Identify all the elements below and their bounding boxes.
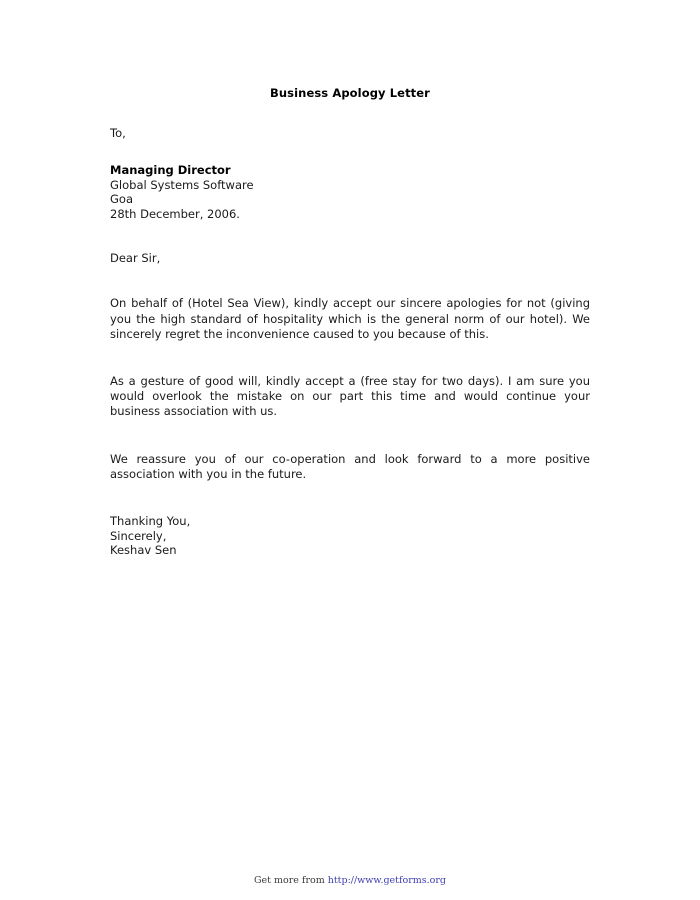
page-footer xyxy=(0,874,700,887)
to-label: To, xyxy=(110,126,126,140)
footer-label: Get more from xyxy=(253,875,328,886)
recipient-company: Global Systems Software xyxy=(110,177,254,192)
letter-date: 28th December, 2006. xyxy=(110,206,240,221)
page-title: Business Apology Letter xyxy=(270,86,430,100)
body-paragraph-1: On behalf of (Hotel Sea View), kindly accept our sincere apologies for not (giving you the high standard of hospitality which is the general norm of our hotel). We sincerely regret the inconvenience caused to you because of this. xyxy=(110,296,590,341)
recipient-address-block xyxy=(110,163,590,221)
letter-body xyxy=(110,86,590,558)
signature-name: Keshav Sen xyxy=(110,543,177,558)
footer-link[interactable]: http://www.getforms.org xyxy=(327,875,447,886)
recipient-name: Managing Director xyxy=(110,163,231,177)
closing-block xyxy=(110,514,590,558)
salutation: Dear Sir, xyxy=(110,251,161,266)
closing-sincerely: Sincerely, xyxy=(110,528,167,543)
body-paragraph-3: We reassure you of our co-operation and look forward to a more positive association with you in the future. xyxy=(110,451,590,481)
body-paragraph-2: As a gesture of good will, kindly accept a (free stay for two days). I am sure you would overlook the mistake on our part this time and would continue your business association with us. xyxy=(110,373,590,419)
recipient-city: Goa xyxy=(110,192,133,207)
closing-thanks: Thanking You, xyxy=(110,514,191,528)
